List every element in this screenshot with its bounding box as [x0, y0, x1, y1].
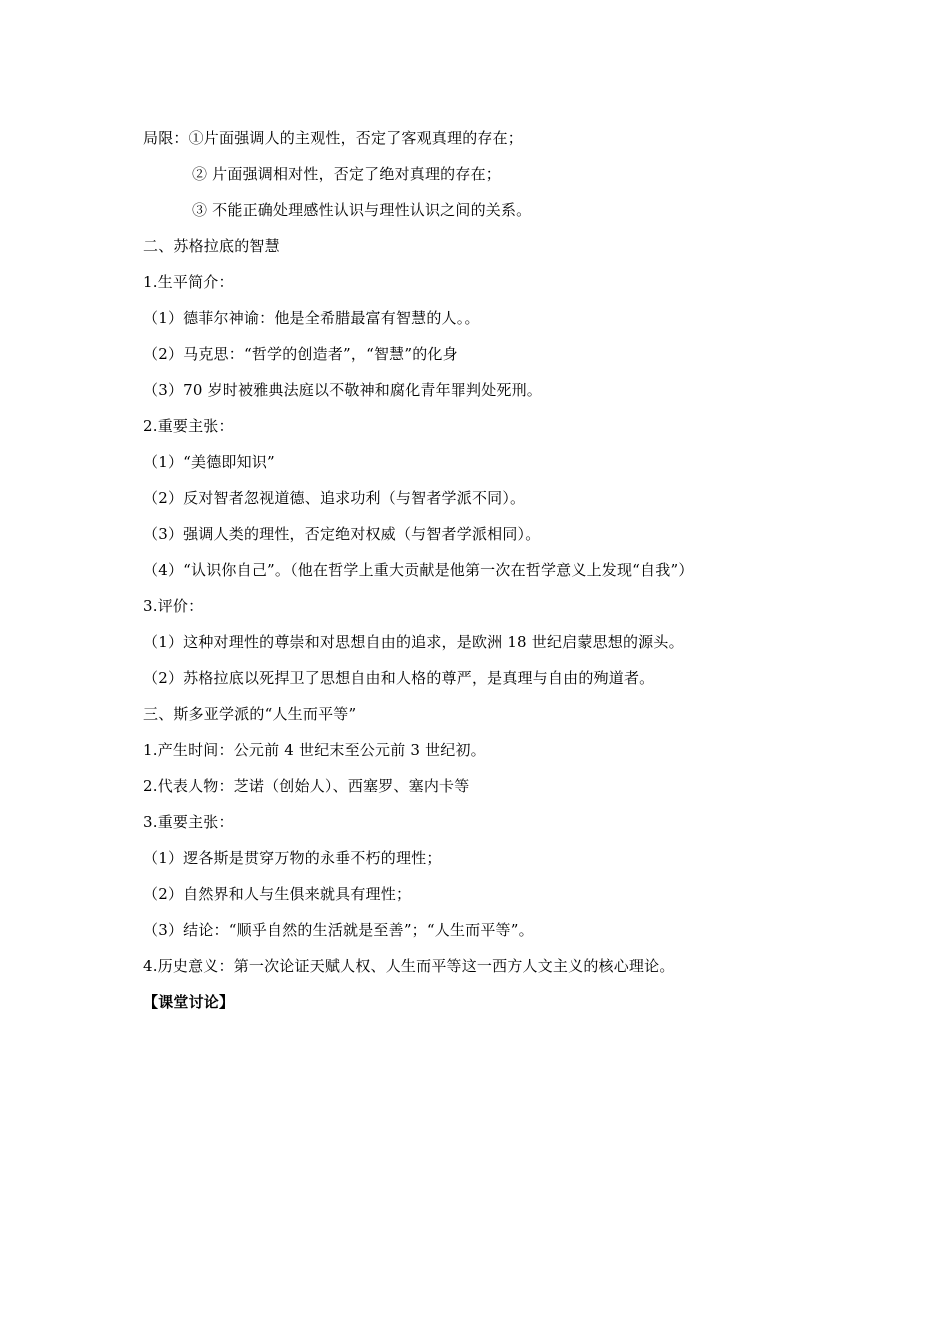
- main-idea-item-3: （3）强调人类的理性，否定绝对权威（与智者学派相同）。: [143, 525, 541, 543]
- biography-item-3: （3）70 岁时被雅典法庭以不敬神和腐化青年罪判处死刑。: [143, 381, 543, 399]
- evaluation-item-1: （1）这种对理性的尊崇和对思想自由的追求，是欧洲 18 世纪启蒙思想的源头。: [143, 633, 684, 651]
- section-heading-socrates: 二、苏格拉底的智慧: [143, 237, 280, 255]
- main-idea-item-1: （1）“美德即知识”: [143, 453, 275, 471]
- limitation-point-2: ② 片面强调相对性，否定了绝对真理的存在；: [192, 165, 501, 183]
- stoic-historical-significance: 4.历史意义：第一次论证天赋人权、人生而平等这一西方人文主义的核心理论。: [143, 957, 675, 975]
- subheading-stoic-ideas: 3.重要主张：: [143, 813, 234, 831]
- main-idea-item-4: （4）“认识你自己”。（他在哲学上重大贡献是他第一次在哲学意义上发现“自我”）: [143, 561, 694, 579]
- evaluation-item-2: （2）苏格拉底以死捍卫了思想自由和人格的尊严，是真理与自由的殉道者。: [143, 669, 655, 687]
- subheading-evaluation: 3.评价：: [143, 597, 204, 615]
- biography-item-1: （1）德菲尔神谕：他是全希腊最富有智慧的人。。: [143, 309, 480, 327]
- stoic-idea-item-3: （3）结论：“顺乎自然的生活就是至善”；“人生而平等”。: [143, 921, 534, 939]
- biography-item-2: （2）马克思：“哲学的创造者”，“智慧”的化身: [143, 345, 458, 363]
- subheading-biography: 1.生平简介：: [143, 273, 234, 291]
- limitation-point-3: ③ 不能正确处理感性认识与理性认识之间的关系。: [192, 201, 532, 219]
- stoic-idea-item-1: （1）逻各斯是贯穿万物的永垂不朽的理性；: [143, 849, 442, 867]
- subheading-main-ideas: 2.重要主张：: [143, 417, 234, 435]
- main-idea-item-2: （2）反对智者忽视道德、追求功利（与智者学派不同）。: [143, 489, 526, 507]
- class-discussion-heading: 【课堂讨论】: [143, 993, 235, 1011]
- section-heading-stoics: 三、斯多亚学派的“人生而平等”: [143, 705, 357, 723]
- stoic-representatives: 2.代表人物：芝诺（创始人）、西塞罗、塞内卡等: [143, 777, 470, 795]
- stoic-time: 1.产生时间：公元前 4 世纪末至公元前 3 世纪初。: [143, 741, 486, 759]
- stoic-idea-item-2: （2）自然界和人与生俱来就具有理性；: [143, 885, 412, 903]
- limitation-heading-line: 局限：①片面强调人的主观性，否定了客观真理的存在；: [143, 129, 524, 147]
